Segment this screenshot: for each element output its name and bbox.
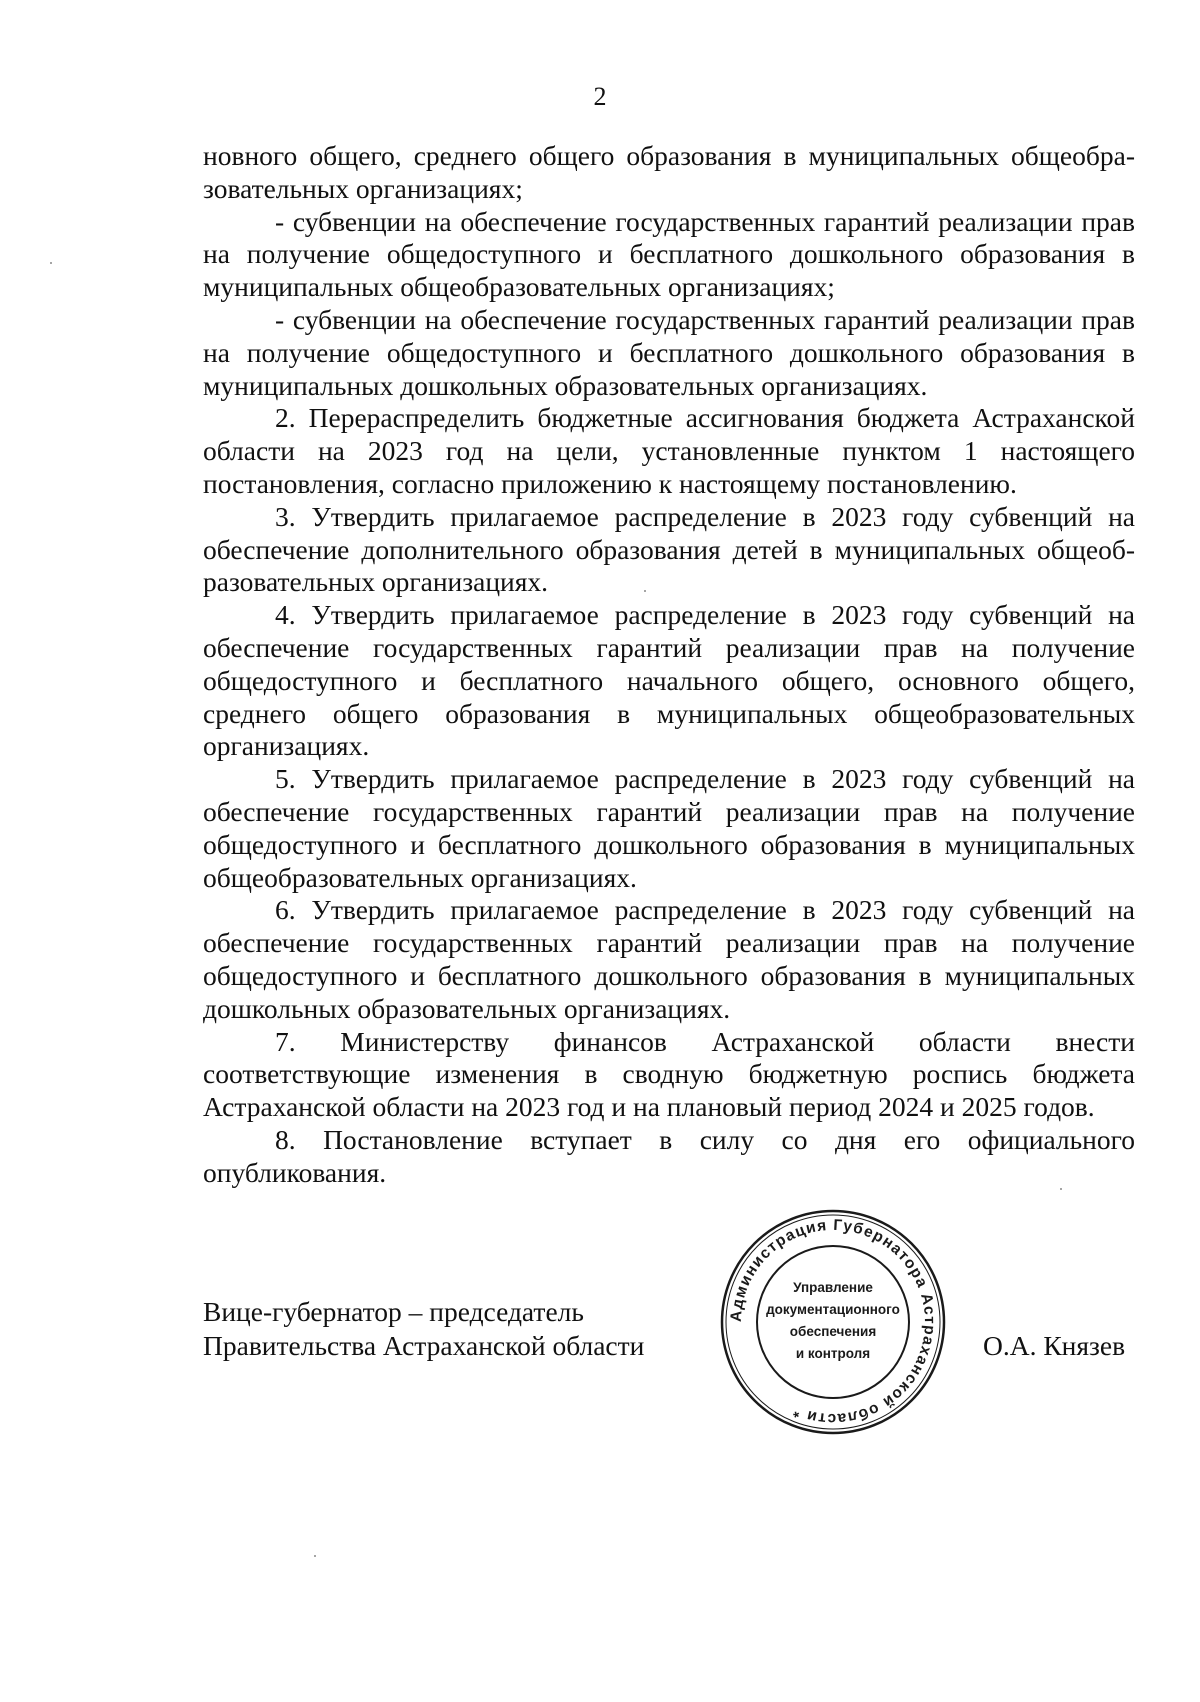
- paragraph-item-8: 8. Постановление вступает в силу со дня его официального опубликования.: [203, 1123, 1135, 1188]
- seal-inner-ring: [757, 1246, 909, 1398]
- paragraph-item-4: 4. Утвердить прилагаемое распределение в 2023 году субвенций на обеспечение государственных гарантий реализации прав на получение общедоступного и бесплатного начального общего, основного общего, среднего общего образования в муниципальных общеобразовательных организациях.: [203, 599, 1135, 762]
- document-body: [203, 140, 1135, 1190]
- page-number: 2: [593, 82, 607, 111]
- signatory-title: [203, 1295, 644, 1363]
- seal-outer-ring: [722, 1211, 944, 1433]
- signatory-title-line-1: Вице-губернатор – председатель: [203, 1296, 584, 1327]
- signatory-name: О.А. Князев: [983, 1330, 1126, 1361]
- scan-speck: [314, 1555, 316, 1557]
- paragraph-continuation: новного общего, среднего общего образования в муниципальных общеобразовательных организациях;: [203, 140, 1135, 204]
- scan-speck: [50, 262, 52, 264]
- paragraph-item-3: 3. Утвердить прилагаемое распределение в 2023 году субвенций на обеспечение дополнительного образования детей в муниципальных общеобразовательных организациях.: [203, 500, 1135, 598]
- paragraph-item-6: 6. Утвердить прилагаемое распределение в 2023 году субвенций на обеспечение государственных гарантий реализации прав на получение общедоступного и бесплатного дошкольного образования в муниципальных дошкольных образовательных организациях.: [203, 894, 1135, 1024]
- scan-speck: [644, 590, 646, 592]
- seal-inner-line-3: обеспечения: [789, 1324, 877, 1339]
- paragraph-subvention-general-schools: - субвенции на обеспечение государственных гарантий реализации прав на получение общедоступного и бесплатного дошкольного образования в муниципальных общеобразовательных организациях;: [203, 205, 1135, 303]
- seal-outer-ring-thin: [726, 1215, 940, 1429]
- seal-inner-line-2: документационного: [766, 1302, 900, 1317]
- paragraph-subvention-preschools: - субвенции на обеспечение государственных гарантий реализации прав на получение общедоступного и бесплатного дошкольного образования в муниципальных дошкольных образовательных организациях.: [203, 303, 1135, 401]
- paragraph-item-7: 7. Министерству финансов Астраханской области внести соответствующие изменения в сводную бюджетную роспись бюджета Астраханской области на 2023 год и на плановый период 2024 и 2025 годов.: [203, 1025, 1135, 1123]
- signatory-title-line-2: Правительства Астраханской области: [203, 1330, 645, 1361]
- official-seal: [718, 1207, 948, 1437]
- paragraph-item-2: 2. Перераспределить бюджетные ассигнования бюджета Астраханской области на 2023 год на цели, установленные пунктом 1 настоящего постановления, согласно приложению к настоящему постановлению.: [203, 402, 1135, 499]
- paragraph-item-5: 5. Утвердить прилагаемое распределение в 2023 году субвенций на обеспечение государственных гарантий реализации прав на получение общедоступного и бесплатного дошкольного образования в муниципальных общеобразовательных организациях.: [203, 763, 1135, 893]
- seal-circular-text: Администрация Губернатора Астраханской области *: [727, 1216, 939, 1428]
- scan-speck: [1060, 1188, 1062, 1190]
- seal-inner-line-1: Управление: [793, 1280, 873, 1295]
- seal-inner-line-4: и контроля: [795, 1346, 871, 1361]
